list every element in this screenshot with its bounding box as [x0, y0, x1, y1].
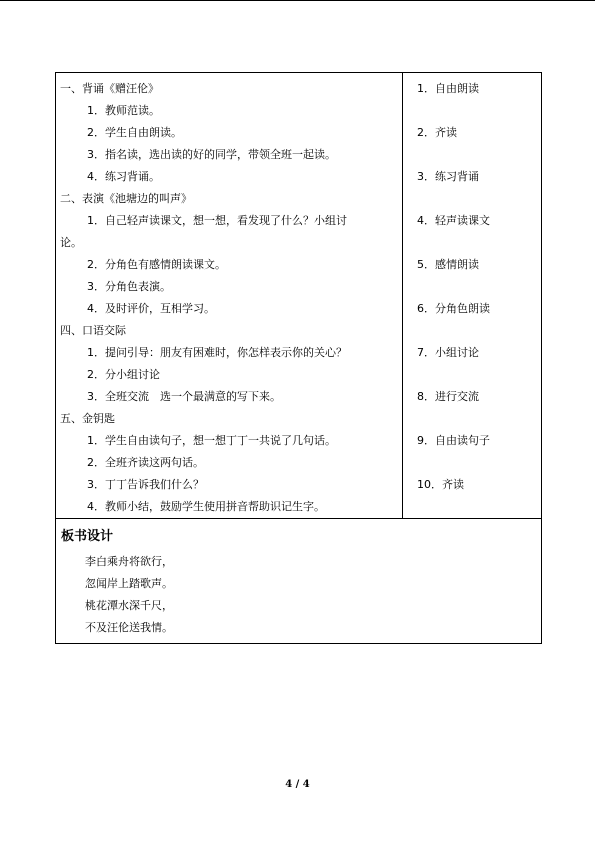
procedure-line: 论。: [60, 236, 82, 249]
page-number: 4 / 4: [285, 779, 310, 790]
activity-item: 4．轻声读课文: [417, 214, 490, 227]
procedure-line: 3．分角色表演。: [87, 280, 171, 293]
poem-line: 忽闻岸上踏歌声。: [85, 577, 173, 590]
procedure-line: 2．全班齐读这两句话。: [87, 456, 204, 469]
activity-item: 6．分角色朗读: [417, 302, 490, 315]
board-design-cell: [56, 519, 542, 644]
procedure-line: 3．丁丁告诉我们什么？: [87, 478, 204, 491]
procedure-line: 4．及时评价，互相学习。: [87, 302, 215, 315]
activity-list: [417, 78, 541, 518]
procedure-line: 2．学生自由朗读。: [87, 126, 182, 139]
procedure-line: 1．教师范读。: [87, 104, 160, 117]
procedure-line: 1．学生自由读句子，想一想丁丁一共说了几句话。: [87, 434, 336, 447]
poem-line: 李白乘舟将欲行，: [85, 555, 173, 568]
procedure-line: 2．分角色有感情朗读课文。: [87, 258, 226, 271]
procedure-line: 一、背诵《赠汪伦》: [60, 82, 159, 95]
activity-item: 3．练习背诵: [417, 170, 479, 183]
activity-item: 7．小组讨论: [417, 346, 479, 359]
activity-item: 2．齐读: [417, 126, 457, 139]
procedure-line: 2．分小组讨论: [87, 368, 160, 381]
procedure-line: 五、金钥匙: [60, 412, 115, 425]
poem: [61, 551, 541, 639]
procedure-list: [60, 78, 402, 518]
procedure-cell: [56, 73, 403, 519]
poem-line: 不及汪伦送我情。: [85, 621, 173, 634]
procedure-line: 1．提问引导：朋友有困难时，你怎样表示你的关心？: [87, 346, 347, 359]
lesson-table: [55, 72, 542, 644]
procedure-line: 4．教师小结，鼓励学生使用拼音帮助识记生字。: [87, 500, 325, 513]
procedure-line: 四、口语交际: [60, 324, 126, 337]
top-rule: [0, 0, 595, 1]
activity-item: 9．自由读句子: [417, 434, 490, 447]
board-row: [56, 519, 542, 644]
procedure-line: 3．全班交流 选一个最满意的写下来。: [87, 390, 281, 403]
procedure-line: 3．指名读，选出读的好的同学，带领全班一起读。: [87, 148, 336, 161]
activity-item: 8．进行交流: [417, 390, 479, 403]
board-design-title: 板书设计: [61, 529, 114, 544]
procedure-row: [56, 73, 542, 519]
activity-item: 10．齐读: [417, 478, 464, 491]
activities-cell: [403, 73, 542, 519]
procedure-line: 1．自己轻声读课文，想一想，看发现了什么？小组讨: [87, 214, 347, 227]
procedure-line: 二、表演《池塘边的叫声》: [60, 192, 192, 205]
activity-item: 1．自由朗读: [417, 82, 479, 95]
activity-item: 5．感情朗读: [417, 258, 479, 271]
procedure-line: 4．练习背诵。: [87, 170, 160, 183]
poem-line: 桃花潭水深千尺，: [85, 599, 173, 612]
